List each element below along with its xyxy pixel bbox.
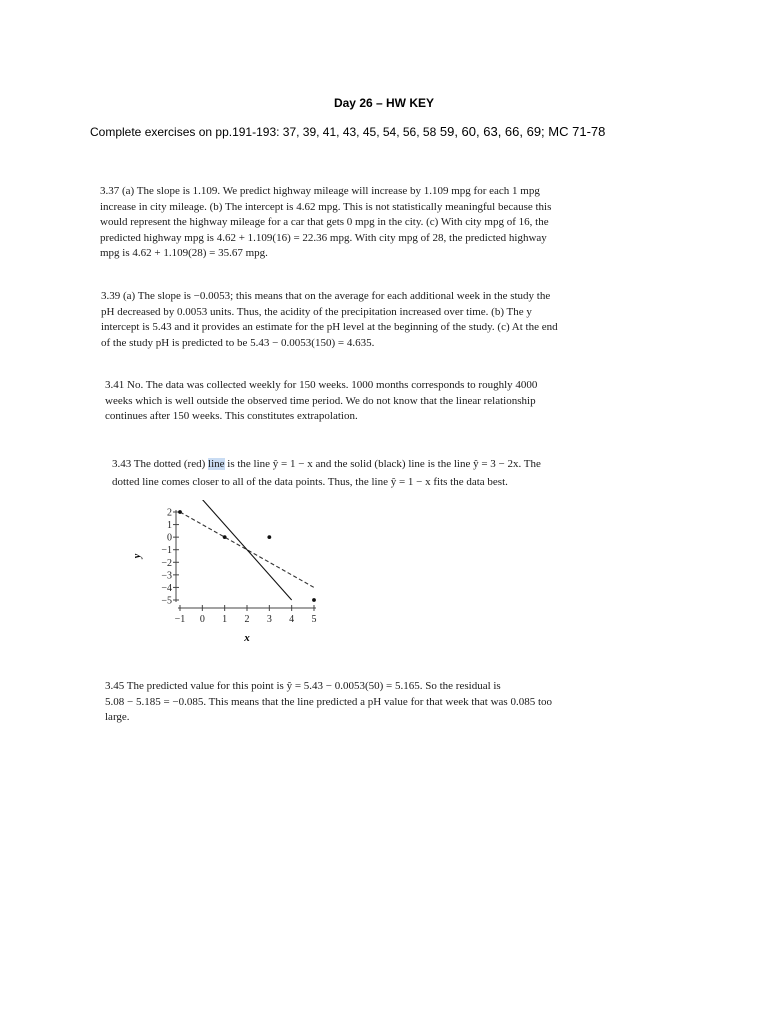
answer-text: 3.43 The dotted (red)	[112, 458, 209, 470]
y-tick-label: 1	[167, 520, 172, 532]
x-tick-label: 3	[266, 614, 272, 625]
y-axis-label: y	[132, 553, 143, 559]
data-point	[312, 598, 316, 602]
data-points	[178, 510, 316, 602]
answer-line: 3.37 (a) The slope is 1.109. We predict highway mileage will increase by 1.109 mpg for each 1 mpg	[100, 185, 540, 197]
answer-line: pH decreased by 0.0053 units. Thus, the acidity of the precipitation increased over time. (b) The y	[101, 305, 532, 318]
highlighted-word: line	[208, 458, 225, 470]
answer-line	[112, 455, 541, 473]
answer-line: weeks which is well outside the observed time period. We do not know that the linear relationship	[105, 394, 536, 407]
answer-3-43	[112, 455, 541, 491]
answer-line: predicted highway mpg is 4.62 + 1.109(16) = 22.36 mpg. With city mpg of 28, the predicted highway	[100, 231, 547, 244]
answer-line: 3.45 The predicted value for this point is ŷ = 5.43 − 0.0053(50) = 5.165. So the residual is	[105, 680, 501, 692]
solid-fit-line	[180, 500, 292, 600]
answer-line: dotted line comes closer to all of the data points. Thus, the line ŷ = 1 − x fits the data best.	[112, 476, 508, 488]
answer-line: increase in city mileage. (b) The intercept is 4.62 mpg. This is not statistically meaningful because this	[100, 200, 552, 213]
y-tick-label: −1	[161, 545, 172, 557]
answer-line: 5.08 − 5.185 = −0.085. This means that the line predicted a pH value for that week that was 0.085 too	[105, 695, 553, 708]
fit-lines	[180, 500, 314, 600]
y-tick-label: −2	[161, 557, 172, 569]
y-axis	[161, 508, 179, 607]
x-tick-label: −1	[174, 614, 186, 625]
instructions-part-a: Complete exercises on pp.191-193: 37, 39, 41, 43, 45, 54, 56, 58	[90, 125, 437, 139]
x-axis	[175, 605, 317, 625]
data-point	[178, 510, 182, 514]
y-tick-label: 2	[167, 507, 172, 519]
answer-line: intercept is 5.43 and it provides an estimate for the pH level at the beginning of the study. (c) At the end	[101, 321, 558, 333]
answer-line: would represent the highway mileage for a car that gets 0 mpg in the city. (c) With city mpg of 16, the	[100, 216, 549, 228]
x-tick-label: 4	[289, 614, 295, 625]
instructions-part-b: 59, 60, 63, 66, 69; MC 71-78	[436, 124, 606, 139]
answer-text: is the line ŷ = 1 − x and the solid (black) line is the line ŷ = 3 − 2x. The	[224, 458, 541, 470]
instructions	[90, 124, 605, 139]
page-title: Day 26 – HW KEY	[333, 96, 435, 110]
y-tick-label: −3	[161, 570, 172, 582]
scatter-plot	[128, 500, 338, 650]
x-tick-label: 1	[222, 614, 228, 625]
answer-line: 3.39 (a) The slope is −0.0053; this means that on the average for each additional week in the study the	[101, 290, 551, 302]
answer-3-37	[100, 184, 551, 262]
answer-3-41	[105, 378, 537, 425]
answer-3-45	[105, 679, 552, 726]
y-tick-label: 0	[167, 532, 172, 544]
y-tick-label: −4	[161, 582, 172, 594]
data-point	[267, 535, 271, 539]
x-tick-label: 0	[199, 614, 205, 625]
answer-line: large.	[105, 711, 130, 723]
answer-line: continues after 150 weeks. This constitutes extrapolation.	[105, 410, 358, 422]
x-tick-label: 5	[311, 614, 317, 625]
data-point	[223, 535, 227, 539]
answer-line: of the study pH is predicted to be 5.43 − 0.0053(150) = 4.635.	[101, 336, 375, 349]
x-axis-label: x	[244, 632, 250, 644]
y-tick-label: −5	[161, 595, 172, 607]
answer-line: 3.41 No. The data was collected weekly for 150 weeks. 1000 months corresponds to roughly 4000	[105, 379, 538, 391]
x-tick-label: 2	[244, 614, 250, 625]
answer-3-39	[101, 289, 558, 351]
answer-line: mpg is 4.62 + 1.109(28) = 35.67 mpg.	[100, 247, 268, 259]
